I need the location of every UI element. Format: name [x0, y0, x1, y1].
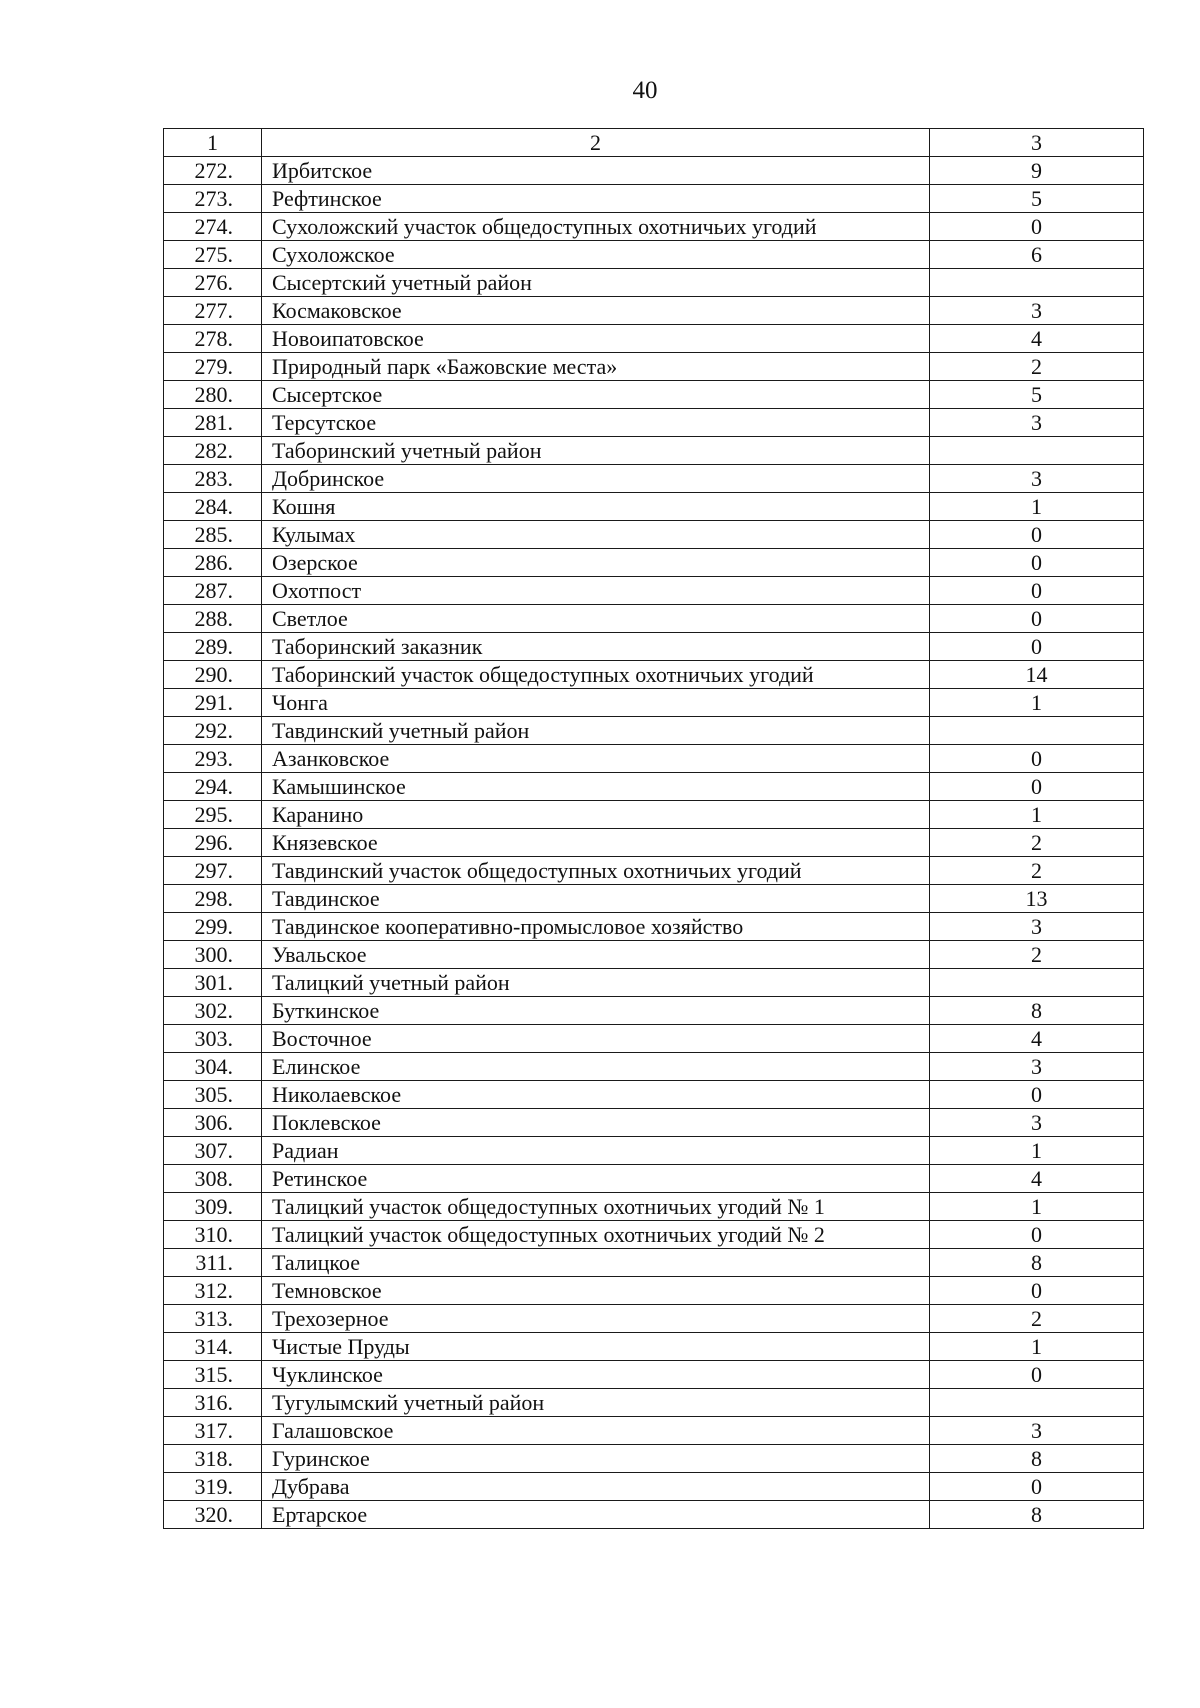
hunting-grounds-table	[163, 128, 1144, 1529]
table-row	[164, 969, 1144, 997]
row-number-cell: 279.	[164, 353, 262, 381]
table-row	[164, 325, 1144, 353]
row-name-cell: Охотпост	[262, 577, 930, 605]
row-name-cell: Чуклинское	[262, 1361, 930, 1389]
row-value-cell: 14	[930, 661, 1144, 689]
row-name-cell: Трехозерное	[262, 1305, 930, 1333]
table-row	[164, 381, 1144, 409]
page-number: 40	[632, 77, 658, 104]
row-value-cell: 0	[930, 521, 1144, 549]
row-name-cell: Чистые Пруды	[262, 1333, 930, 1361]
row-number-cell: 292.	[164, 717, 262, 745]
row-value-cell: 1	[930, 1137, 1144, 1165]
row-number-cell: 284.	[164, 493, 262, 521]
row-name-cell: Радиан	[262, 1137, 930, 1165]
row-number-cell: 299.	[164, 913, 262, 941]
table-row	[164, 1249, 1144, 1277]
row-name-cell: Галашовское	[262, 1417, 930, 1445]
table-row	[164, 1361, 1144, 1389]
table-row	[164, 1389, 1144, 1417]
row-value-cell: 8	[930, 1445, 1144, 1473]
row-value-cell: 8	[930, 997, 1144, 1025]
table-row	[164, 745, 1144, 773]
table-row	[164, 689, 1144, 717]
row-number-cell: 305.	[164, 1081, 262, 1109]
row-number-cell: 274.	[164, 213, 262, 241]
table-row	[164, 1445, 1144, 1473]
row-name-cell: Таборинский заказник	[262, 633, 930, 661]
row-value-cell: 0	[930, 1473, 1144, 1501]
row-name-cell: Таборинский учетный район	[262, 437, 930, 465]
row-number-cell: 313.	[164, 1305, 262, 1333]
table-row	[164, 577, 1144, 605]
row-number-cell: 315.	[164, 1361, 262, 1389]
row-value-cell: 0	[930, 577, 1144, 605]
table-row	[164, 353, 1144, 381]
row-value-cell: 5	[930, 185, 1144, 213]
row-value-cell: 0	[930, 1221, 1144, 1249]
row-value-cell: 9	[930, 157, 1144, 185]
row-name-cell: Дубрава	[262, 1473, 930, 1501]
row-number-cell: 273.	[164, 185, 262, 213]
row-number-cell: 295.	[164, 801, 262, 829]
row-value-cell: 0	[930, 1361, 1144, 1389]
table-row	[164, 633, 1144, 661]
row-value-cell: 0	[930, 1277, 1144, 1305]
row-value-cell: 1	[930, 689, 1144, 717]
row-name-cell: Сысертское	[262, 381, 930, 409]
row-value-cell: 2	[930, 829, 1144, 857]
row-name-cell: Талицкий участок общедоступных охотничьих угодий № 2	[262, 1221, 930, 1249]
row-value-cell: 3	[930, 297, 1144, 325]
table-row	[164, 1417, 1144, 1445]
row-value-cell	[930, 437, 1144, 465]
table-row	[164, 1333, 1144, 1361]
row-name-cell: Каранино	[262, 801, 930, 829]
row-number-cell: 306.	[164, 1109, 262, 1137]
header-cell-value: 3	[930, 129, 1144, 157]
row-value-cell	[930, 269, 1144, 297]
row-name-cell: Таборинский участок общедоступных охотничьих угодий	[262, 661, 930, 689]
row-value-cell: 3	[930, 465, 1144, 493]
row-number-cell: 310.	[164, 1221, 262, 1249]
row-name-cell: Камышинское	[262, 773, 930, 801]
row-number-cell: 293.	[164, 745, 262, 773]
row-value-cell	[930, 717, 1144, 745]
row-name-cell: Добринское	[262, 465, 930, 493]
row-number-cell: 286.	[164, 549, 262, 577]
table-row	[164, 465, 1144, 493]
table-row	[164, 1277, 1144, 1305]
row-number-cell: 278.	[164, 325, 262, 353]
row-name-cell: Восточное	[262, 1025, 930, 1053]
table-row	[164, 1165, 1144, 1193]
row-number-cell: 318.	[164, 1445, 262, 1473]
table-row	[164, 1501, 1144, 1529]
row-number-cell: 289.	[164, 633, 262, 661]
table-row	[164, 1305, 1144, 1333]
row-number-cell: 294.	[164, 773, 262, 801]
row-number-cell: 317.	[164, 1417, 262, 1445]
row-name-cell: Терсутское	[262, 409, 930, 437]
row-number-cell: 280.	[164, 381, 262, 409]
table-row	[164, 493, 1144, 521]
row-value-cell: 4	[930, 1025, 1144, 1053]
row-number-cell: 304.	[164, 1053, 262, 1081]
row-value-cell: 2	[930, 857, 1144, 885]
row-name-cell: Тавдинский учетный район	[262, 717, 930, 745]
row-name-cell: Озерское	[262, 549, 930, 577]
row-number-cell: 275.	[164, 241, 262, 269]
row-number-cell: 277.	[164, 297, 262, 325]
row-value-cell: 1	[930, 493, 1144, 521]
row-value-cell: 2	[930, 353, 1144, 381]
row-value-cell: 5	[930, 381, 1144, 409]
row-number-cell: 312.	[164, 1277, 262, 1305]
row-value-cell: 1	[930, 1333, 1144, 1361]
table-row	[164, 801, 1144, 829]
row-name-cell: Темновское	[262, 1277, 930, 1305]
row-name-cell: Ирбитское	[262, 157, 930, 185]
row-number-cell: 287.	[164, 577, 262, 605]
row-value-cell: 3	[930, 409, 1144, 437]
row-number-cell: 288.	[164, 605, 262, 633]
row-number-cell: 307.	[164, 1137, 262, 1165]
row-name-cell: Николаевское	[262, 1081, 930, 1109]
row-number-cell: 296.	[164, 829, 262, 857]
row-number-cell: 301.	[164, 969, 262, 997]
row-name-cell: Князевское	[262, 829, 930, 857]
row-name-cell: Гуринское	[262, 1445, 930, 1473]
table-row	[164, 409, 1144, 437]
table-row	[164, 857, 1144, 885]
table-row	[164, 157, 1144, 185]
row-name-cell: Поклевское	[262, 1109, 930, 1137]
header-cell-number: 1	[164, 129, 262, 157]
row-name-cell: Ертарское	[262, 1501, 930, 1529]
row-number-cell: 300.	[164, 941, 262, 969]
row-value-cell: 2	[930, 1305, 1144, 1333]
table-row	[164, 913, 1144, 941]
table-row	[164, 1221, 1144, 1249]
table-row	[164, 885, 1144, 913]
table-row	[164, 241, 1144, 269]
row-value-cell: 6	[930, 241, 1144, 269]
row-value-cell: 8	[930, 1501, 1144, 1529]
table-row	[164, 717, 1144, 745]
row-name-cell: Кулымах	[262, 521, 930, 549]
row-name-cell: Новоипатовское	[262, 325, 930, 353]
row-number-cell: 309.	[164, 1193, 262, 1221]
row-number-cell: 276.	[164, 269, 262, 297]
table-row	[164, 1081, 1144, 1109]
row-number-cell: 316.	[164, 1389, 262, 1417]
row-name-cell: Талицкое	[262, 1249, 930, 1277]
table-row	[164, 773, 1144, 801]
table-body	[164, 129, 1144, 1529]
row-name-cell: Кошня	[262, 493, 930, 521]
row-value-cell: 3	[930, 1109, 1144, 1137]
row-name-cell: Елинское	[262, 1053, 930, 1081]
table-row	[164, 1193, 1144, 1221]
table-row	[164, 661, 1144, 689]
row-value-cell: 0	[930, 213, 1144, 241]
table-row	[164, 1053, 1144, 1081]
row-name-cell: Азанковское	[262, 745, 930, 773]
header-cell-name: 2	[262, 129, 930, 157]
row-name-cell: Тавдинское кооперативно-промысловое хозяйство	[262, 913, 930, 941]
row-name-cell: Природный парк «Бажовские места»	[262, 353, 930, 381]
row-number-cell: 282.	[164, 437, 262, 465]
table-row	[164, 185, 1144, 213]
table-header-row	[164, 129, 1144, 157]
row-value-cell: 8	[930, 1249, 1144, 1277]
table-row	[164, 297, 1144, 325]
row-number-cell: 297.	[164, 857, 262, 885]
row-value-cell: 13	[930, 885, 1144, 913]
row-value-cell	[930, 1389, 1144, 1417]
row-name-cell: Тавдинский участок общедоступных охотничьих угодий	[262, 857, 930, 885]
row-value-cell: 0	[930, 549, 1144, 577]
row-name-cell: Сысертский учетный район	[262, 269, 930, 297]
row-number-cell: 314.	[164, 1333, 262, 1361]
row-name-cell: Светлое	[262, 605, 930, 633]
table-row	[164, 213, 1144, 241]
row-name-cell: Ретинское	[262, 1165, 930, 1193]
row-number-cell: 281.	[164, 409, 262, 437]
table-row	[164, 829, 1144, 857]
row-value-cell: 0	[930, 633, 1144, 661]
row-value-cell: 0	[930, 773, 1144, 801]
row-number-cell: 319.	[164, 1473, 262, 1501]
table-row	[164, 941, 1144, 969]
row-number-cell: 298.	[164, 885, 262, 913]
row-name-cell: Тавдинское	[262, 885, 930, 913]
row-value-cell: 1	[930, 801, 1144, 829]
table-row	[164, 1025, 1144, 1053]
table-row	[164, 997, 1144, 1025]
row-number-cell: 290.	[164, 661, 262, 689]
row-number-cell: 291.	[164, 689, 262, 717]
row-number-cell: 320.	[164, 1501, 262, 1529]
row-name-cell: Чонга	[262, 689, 930, 717]
table-row	[164, 1473, 1144, 1501]
row-name-cell: Рефтинское	[262, 185, 930, 213]
row-value-cell: 1	[930, 1193, 1144, 1221]
row-number-cell: 308.	[164, 1165, 262, 1193]
row-value-cell: 0	[930, 745, 1144, 773]
row-value-cell: 4	[930, 1165, 1144, 1193]
row-value-cell	[930, 969, 1144, 997]
row-name-cell: Буткинское	[262, 997, 930, 1025]
table-row	[164, 437, 1144, 465]
row-name-cell: Сухоложский участок общедоступных охотничьих угодий	[262, 213, 930, 241]
table-row	[164, 605, 1144, 633]
row-number-cell: 283.	[164, 465, 262, 493]
table-row	[164, 269, 1144, 297]
row-name-cell: Талицкий учетный район	[262, 969, 930, 997]
row-number-cell: 302.	[164, 997, 262, 1025]
row-value-cell: 3	[930, 913, 1144, 941]
row-value-cell: 0	[930, 1081, 1144, 1109]
row-name-cell: Талицкий участок общедоступных охотничьих угодий № 1	[262, 1193, 930, 1221]
row-number-cell: 285.	[164, 521, 262, 549]
row-name-cell: Сухоложское	[262, 241, 930, 269]
row-number-cell: 311.	[164, 1249, 262, 1277]
table-row	[164, 521, 1144, 549]
table-row	[164, 549, 1144, 577]
row-number-cell: 303.	[164, 1025, 262, 1053]
row-name-cell: Тугулымский учетный район	[262, 1389, 930, 1417]
row-name-cell: Космаковское	[262, 297, 930, 325]
row-value-cell: 4	[930, 325, 1144, 353]
row-value-cell: 0	[930, 605, 1144, 633]
row-number-cell: 272.	[164, 157, 262, 185]
row-value-cell: 2	[930, 941, 1144, 969]
table-row	[164, 1137, 1144, 1165]
row-value-cell: 3	[930, 1053, 1144, 1081]
table-row	[164, 1109, 1144, 1137]
row-name-cell: Увальское	[262, 941, 930, 969]
row-value-cell: 3	[930, 1417, 1144, 1445]
